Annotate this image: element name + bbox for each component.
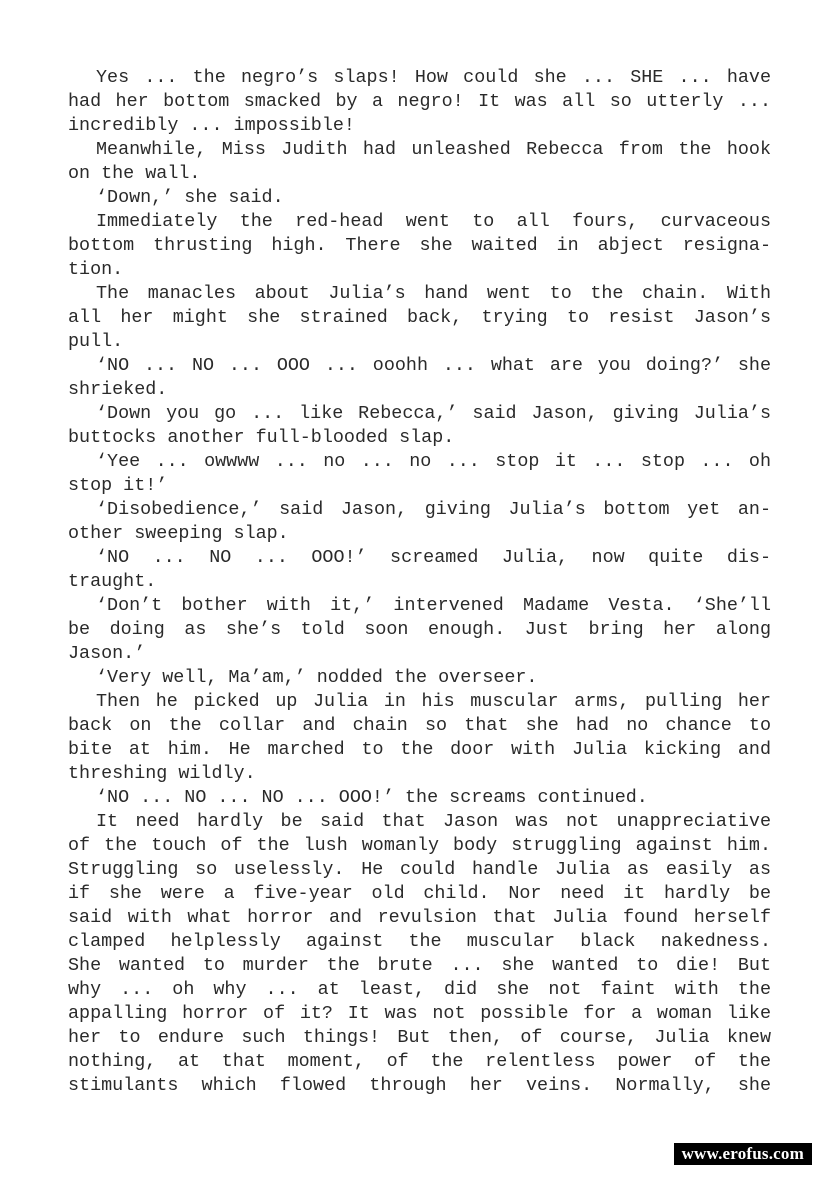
text-line: ‘NO ... NO ... NO ... OOO!’ the screams continued. — [96, 787, 648, 808]
text-line: It need hardly be said that Jason was not unappreciative — [96, 811, 771, 832]
text-line: ‘Yee ... owwww ... no ... no ... stop it ... stop ... oh — [96, 451, 771, 472]
text-line: Yes ... the negro’s slaps! How could she ... SHE ... have — [96, 67, 771, 88]
text-line: ‘Disobedience,’ said Jason, giving Julia’s bottom yet an- — [96, 499, 771, 520]
text-line: ‘NO ... NO ... OOO ... ooohh ... what are you doing?’ she — [96, 355, 771, 376]
text-line: of the touch of the lush womanly body struggling against him. — [68, 835, 771, 856]
text-line: Jason.’ — [68, 643, 146, 664]
text-line: bottom thrusting high. There she waited in abject resigna- — [68, 235, 771, 256]
text-line: ‘Down,’ she said. — [96, 187, 284, 208]
text-line: ‘Down you go ... like Rebecca,’ said Jason, giving Julia’s — [96, 403, 771, 424]
text-line: stop it!’ — [68, 475, 168, 496]
text-line: be doing as she’s told soon enough. Just bring her along — [68, 619, 771, 640]
text-line: appalling horror of it? It was not possible for a woman like — [68, 1003, 771, 1024]
text-line: clamped helplessly against the muscular black nakedness. — [68, 931, 771, 952]
text-line: all her might she strained back, trying to resist Jason’s — [68, 307, 771, 328]
text-line: Immediately the red-head went to all fours, curvaceous — [96, 211, 771, 232]
page-text-block — [68, 66, 771, 1098]
text-line: back on the collar and chain so that she had no chance to — [68, 715, 771, 736]
text-line: other sweeping slap. — [68, 523, 289, 544]
text-line: ‘Don’t bother with it,’ intervened Madame Vesta. ‘She’ll — [96, 595, 771, 616]
text-line: threshing wildly. — [68, 763, 256, 784]
text-line: ‘NO ... NO ... OOO!’ screamed Julia, now quite dis- — [96, 547, 771, 568]
text-line: nothing, at that moment, of the relentless power of the — [68, 1051, 771, 1072]
text-line: why ... oh why ... at least, did she not faint with the — [68, 979, 771, 1000]
text-line: Struggling so uselessly. He could handle Julia as easily as — [68, 859, 771, 880]
text-line: Meanwhile, Miss Judith had unleashed Rebecca from the hook — [96, 139, 771, 160]
text-line: said with what horror and revulsion that Julia found herself — [68, 907, 771, 928]
text-line: incredibly ... impossible! — [68, 115, 355, 136]
text-line: tion. — [68, 259, 124, 280]
text-line: traught. — [68, 571, 157, 592]
text-line: She wanted to murder the brute ... she wanted to die! But — [68, 955, 771, 976]
text-line: stimulants which flowed through her veins. Normally, she — [68, 1075, 771, 1096]
text-line: on the wall. — [68, 163, 201, 184]
text-line: The manacles about Julia’s hand went to the chain. With — [96, 283, 771, 304]
text-line: pull. — [68, 331, 124, 352]
text-line: shrieked. — [68, 379, 168, 400]
text-line: Then he picked up Julia in his muscular arms, pulling her — [96, 691, 771, 712]
text-line: had her bottom smacked by a negro! It was all so utterly ... — [68, 91, 771, 112]
text-line: bite at him. He marched to the door with Julia kicking and — [68, 739, 771, 760]
site-watermark: www.erofus.com — [674, 1143, 812, 1165]
text-line: her to endure such things! But then, of course, Julia knew — [68, 1027, 771, 1048]
text-line: if she were a five-year old child. Nor need it hardly be — [68, 883, 771, 904]
text-line: buttocks another full-blooded slap. — [68, 427, 455, 448]
text-line: ‘Very well, Ma’am,’ nodded the overseer. — [96, 667, 538, 688]
